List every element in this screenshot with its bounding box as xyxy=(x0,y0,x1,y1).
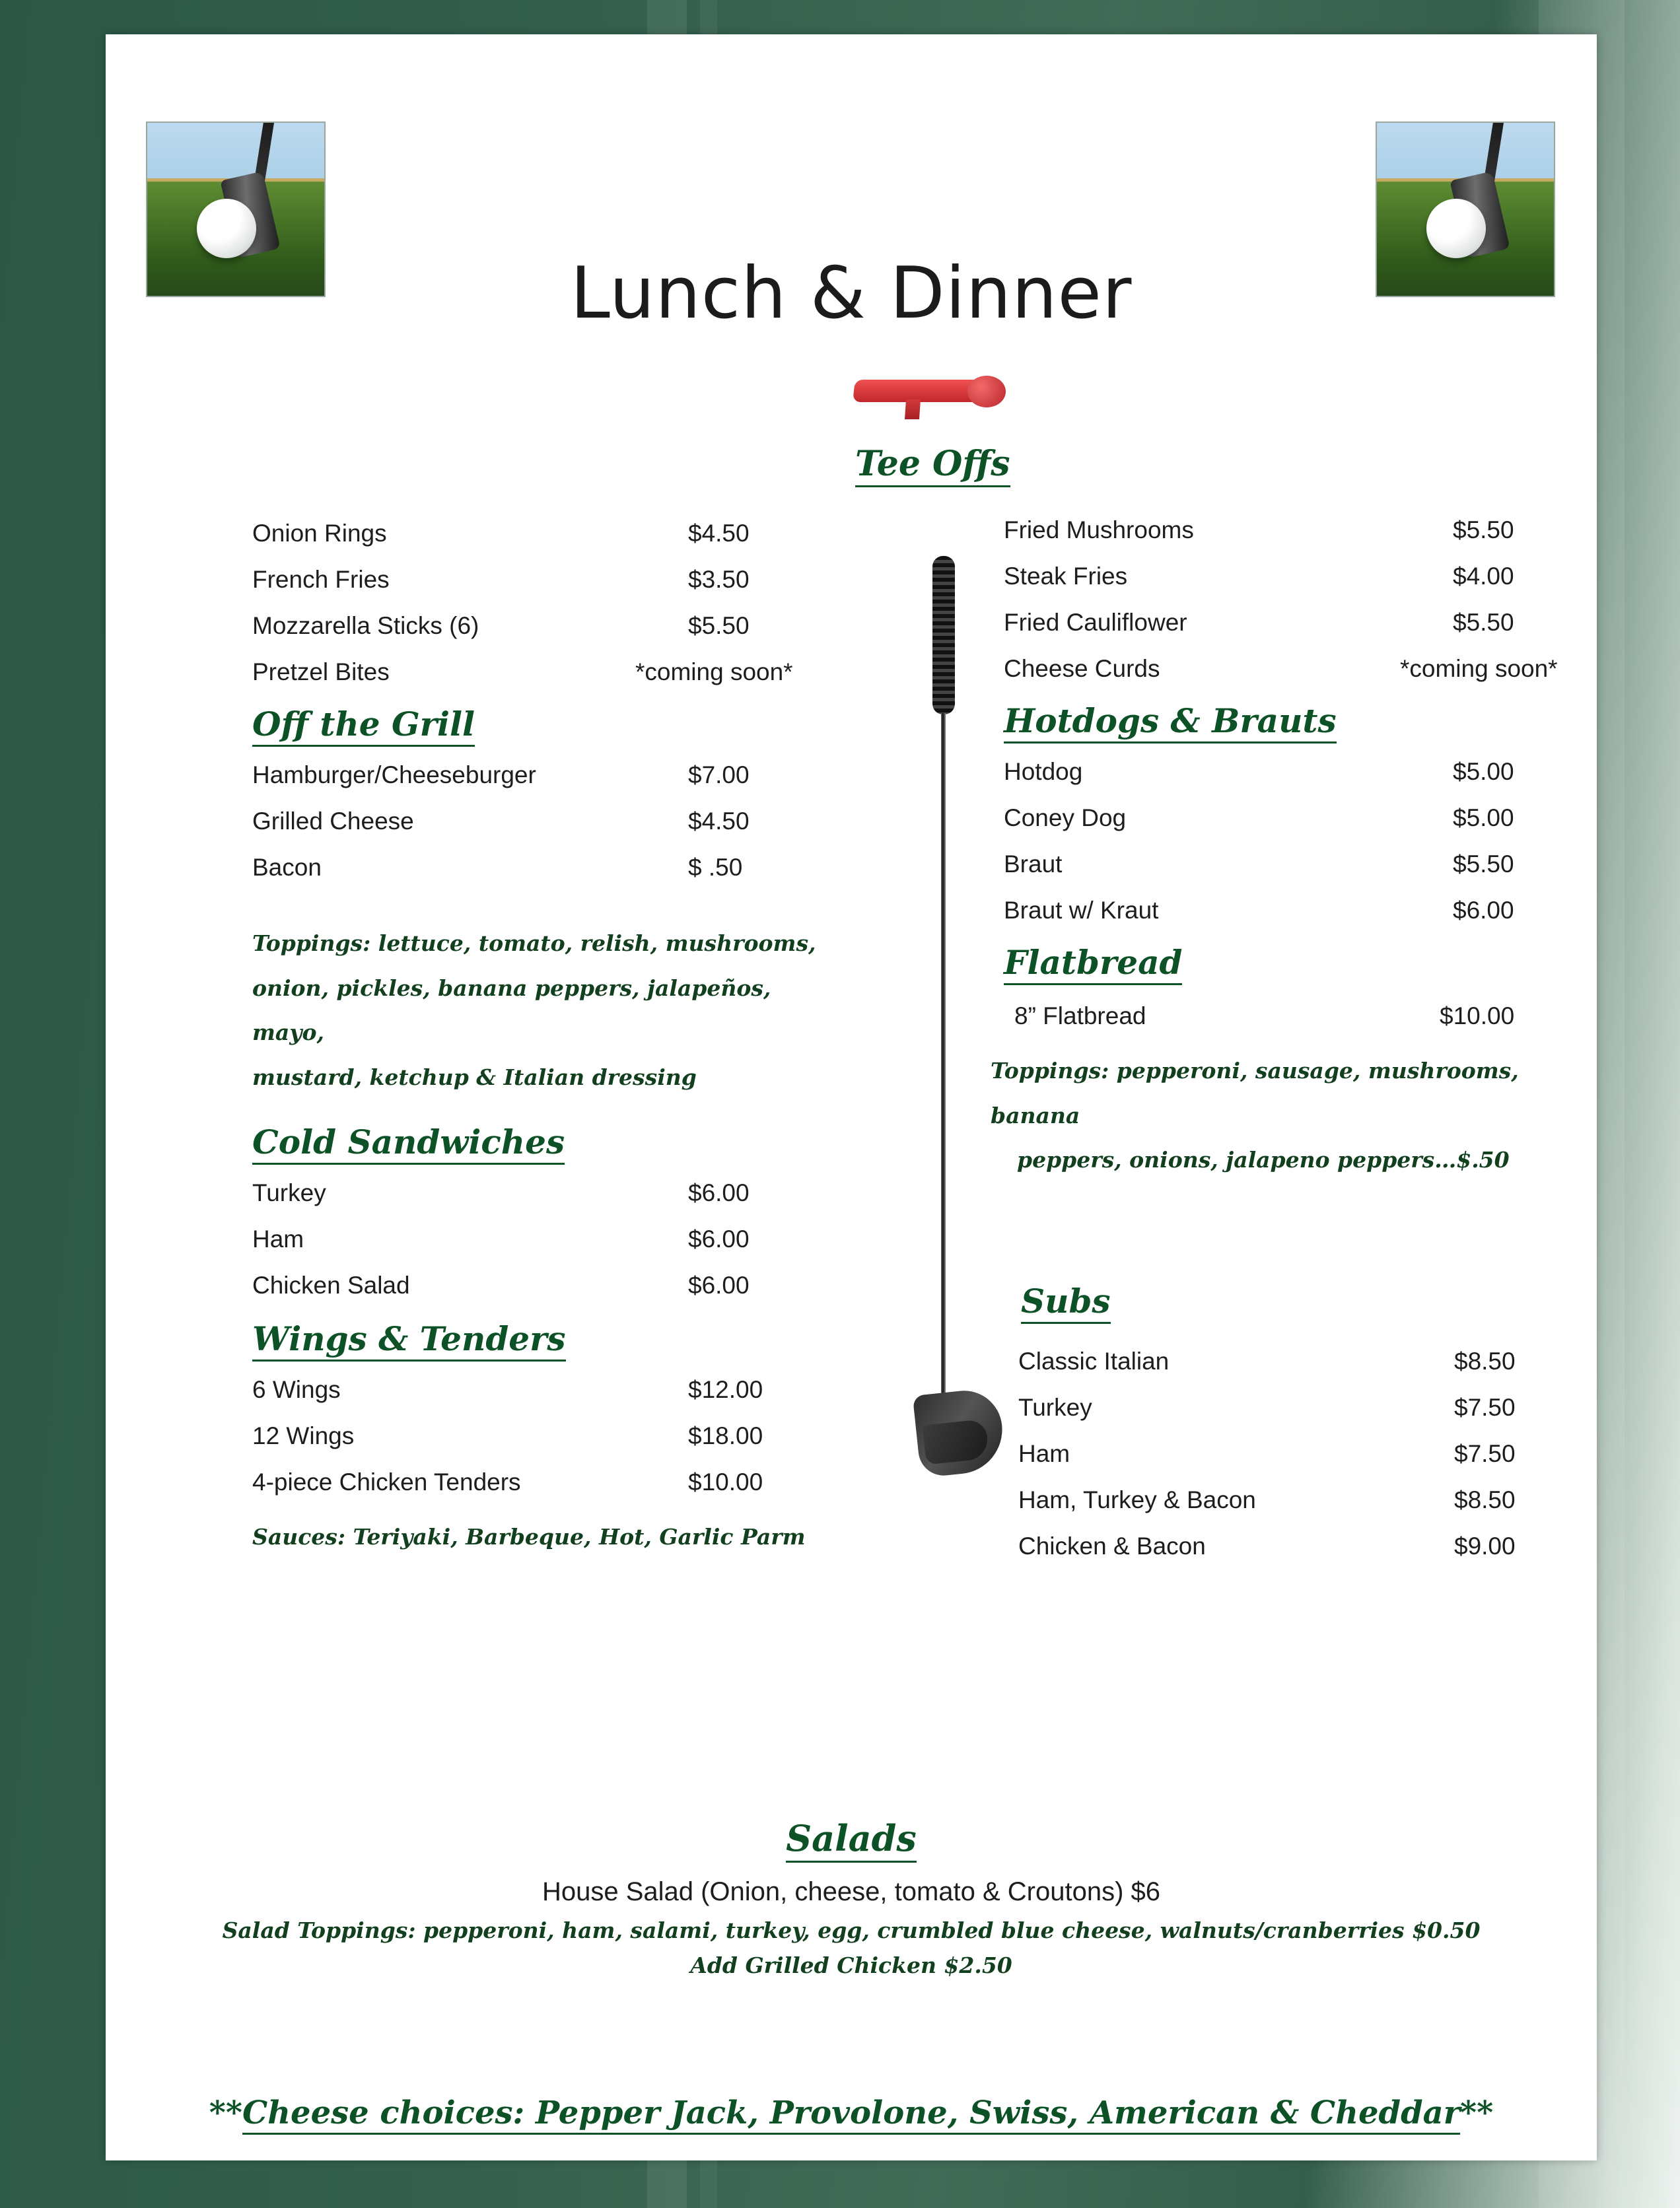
item-name: Bacon xyxy=(252,854,322,881)
menu-item xyxy=(252,658,847,686)
item-price: $7.50 xyxy=(1454,1393,1516,1421)
menu-item xyxy=(252,1422,847,1450)
page-title: Lunch & Dinner xyxy=(570,252,1133,335)
item-price: $7.00 xyxy=(688,761,750,788)
tee-offs-right-list xyxy=(1004,516,1585,683)
menu-item xyxy=(252,566,847,594)
item-name: Chicken & Bacon xyxy=(1018,1532,1206,1560)
menu-item xyxy=(1004,563,1585,590)
salad-toppings-note: Salad Toppings: pepperoni, ham, salami, turkey, egg, crumbled blue cheese, walnuts/cranberries $0.50 xyxy=(222,1917,1481,1943)
item-name: 4-piece Chicken Tenders xyxy=(252,1468,521,1496)
flatbread-toppings-note xyxy=(991,1049,1585,1183)
item-name: Fried Mushrooms xyxy=(1004,516,1194,543)
salads-section xyxy=(106,1817,1597,1978)
item-price: $9.00 xyxy=(1454,1532,1516,1560)
item-price: $10.00 xyxy=(1440,1002,1515,1029)
item-price: $18.00 xyxy=(688,1422,763,1449)
menu-item xyxy=(1018,1348,1585,1375)
item-name: 12 Wings xyxy=(252,1422,355,1449)
toppings-line: mustard, ketchup & Italian dressing xyxy=(252,1064,697,1090)
menu-item xyxy=(1018,1486,1585,1514)
item-price: $6.00 xyxy=(1453,897,1514,924)
item-name: Braut xyxy=(1004,850,1063,878)
cheese-note-prefix: ** xyxy=(209,2094,242,2131)
toppings-line: peppers, onions, jalapeno peppers…$.50 xyxy=(1017,1147,1510,1173)
item-price: $3.50 xyxy=(688,566,750,593)
cheese-note-text: Cheese choices: Pepper Jack, Provolone, Swiss, American & Cheddar xyxy=(242,2094,1460,2135)
menu-item xyxy=(1018,1440,1585,1468)
menu-page xyxy=(106,34,1597,2160)
item-name: Fried Cauliflower xyxy=(1004,609,1187,636)
item-price: $4.00 xyxy=(1453,563,1514,590)
item-name: Chicken Salad xyxy=(252,1271,410,1299)
hotdogs-brauts-list xyxy=(1004,758,1585,924)
item-price: $6.00 xyxy=(688,1271,750,1299)
right-column xyxy=(991,516,1585,1579)
section-heading-subs: Subs xyxy=(1021,1282,1111,1324)
item-name: Onion Rings xyxy=(252,520,387,547)
section-heading-salads: Salads xyxy=(786,1817,917,1863)
section-heading-off-the-grill: Off the Grill xyxy=(252,705,475,747)
menu-item xyxy=(1004,804,1585,832)
section-heading-hotdogs-brauts: Hotdogs & Brauts xyxy=(1004,701,1337,743)
section-heading-tee-offs: Tee Offs xyxy=(855,444,1010,487)
toppings-line: Toppings: pepperoni, sausage, mushrooms, banana xyxy=(991,1058,1519,1128)
item-price: $6.00 xyxy=(688,1179,750,1206)
section-heading-wings-tenders: Wings & Tenders xyxy=(252,1319,566,1362)
item-price: $8.50 xyxy=(1454,1486,1516,1513)
item-price: $7.50 xyxy=(1454,1439,1516,1467)
item-name: Ham xyxy=(252,1225,304,1253)
item-price: $5.50 xyxy=(1453,609,1514,636)
item-name: Cheese Curds xyxy=(1004,655,1160,682)
item-name: Grilled Cheese xyxy=(252,808,414,835)
wings-tenders-list xyxy=(252,1376,847,1496)
menu-item xyxy=(252,761,847,789)
menu-item xyxy=(252,520,847,547)
house-salad-line: House Salad (Onion, cheese, tomato & Croutons) $6 xyxy=(542,1877,1161,1906)
item-price: *coming soon* xyxy=(635,658,793,685)
cold-sandwiches-list xyxy=(252,1179,847,1299)
wing-sauces-note: Sauces: Teriyaki, Barbeque, Hot, Garlic Parm xyxy=(252,1523,806,1550)
cheese-choices-note xyxy=(106,2094,1597,2131)
item-name: Hamburger/Cheeseburger xyxy=(252,761,536,788)
menu-item xyxy=(252,1179,847,1207)
item-price: $5.00 xyxy=(1453,804,1514,831)
item-price: $4.50 xyxy=(688,808,750,835)
section-heading-cold-sandwiches: Cold Sandwiches xyxy=(252,1122,565,1165)
menu-item xyxy=(1018,1394,1585,1422)
item-name: Pretzel Bites xyxy=(252,658,390,685)
menu-item xyxy=(1004,758,1585,786)
item-name: Coney Dog xyxy=(1004,804,1127,831)
item-price: $5.50 xyxy=(1453,516,1514,543)
add-grilled-chicken-note: Add Grilled Chicken $2.50 xyxy=(690,1952,1012,1978)
menu-item xyxy=(252,612,847,640)
item-price: $5.50 xyxy=(1453,850,1514,878)
item-price: $5.00 xyxy=(1453,758,1514,785)
menu-item xyxy=(1004,609,1585,637)
menu-item xyxy=(252,1468,847,1496)
menu-item xyxy=(252,1225,847,1253)
menu-item xyxy=(1004,655,1585,683)
toppings-line: onion, pickles, banana peppers, jalapeños, mayo, xyxy=(252,975,771,1046)
item-name: Turkey xyxy=(1018,1393,1092,1421)
item-price: *coming soon* xyxy=(1400,655,1558,682)
subs-list xyxy=(1018,1348,1585,1560)
item-price: $ .50 xyxy=(688,854,743,881)
item-name: Mozzarella Sticks (6) xyxy=(252,612,479,639)
menu-item xyxy=(1004,1002,1585,1030)
menu-item xyxy=(252,1272,847,1299)
item-name: French Fries xyxy=(252,566,390,593)
item-name: Turkey xyxy=(252,1179,326,1206)
item-price: $6.00 xyxy=(688,1225,750,1253)
left-column xyxy=(252,520,847,1559)
flatbread-list xyxy=(1004,1002,1585,1030)
item-price: $4.50 xyxy=(688,520,750,547)
section-heading-flatbread: Flatbread xyxy=(1004,943,1182,985)
item-name: Ham xyxy=(1018,1439,1070,1467)
cheese-note-suffix: ** xyxy=(1460,2094,1494,2131)
tee-offs-left-list xyxy=(252,520,847,686)
item-name: 8” Flatbread xyxy=(1014,1002,1146,1029)
item-name: Classic Italian xyxy=(1018,1347,1170,1375)
item-name: Hotdog xyxy=(1004,758,1083,785)
menu-item xyxy=(252,808,847,835)
item-price: $12.00 xyxy=(688,1375,763,1403)
menu-item xyxy=(1018,1533,1585,1560)
item-name: Ham, Turkey & Bacon xyxy=(1018,1486,1256,1513)
item-price: $10.00 xyxy=(688,1468,763,1496)
off-the-grill-list xyxy=(252,761,847,881)
menu-item xyxy=(1004,897,1585,924)
menu-item xyxy=(1004,850,1585,878)
item-price: $5.50 xyxy=(688,612,750,639)
item-name: Steak Fries xyxy=(1004,563,1128,590)
item-name: 6 Wings xyxy=(252,1375,341,1403)
menu-item xyxy=(252,1376,847,1404)
menu-item xyxy=(1004,516,1585,544)
menu-item xyxy=(252,854,847,881)
red-golf-tee-icon xyxy=(854,373,1012,419)
item-name: Braut w/ Kraut xyxy=(1004,897,1159,924)
grill-toppings-note xyxy=(252,921,847,1100)
toppings-line: Toppings: lettuce, tomato, relish, mushrooms, xyxy=(252,930,816,956)
item-price: $8.50 xyxy=(1454,1347,1516,1375)
